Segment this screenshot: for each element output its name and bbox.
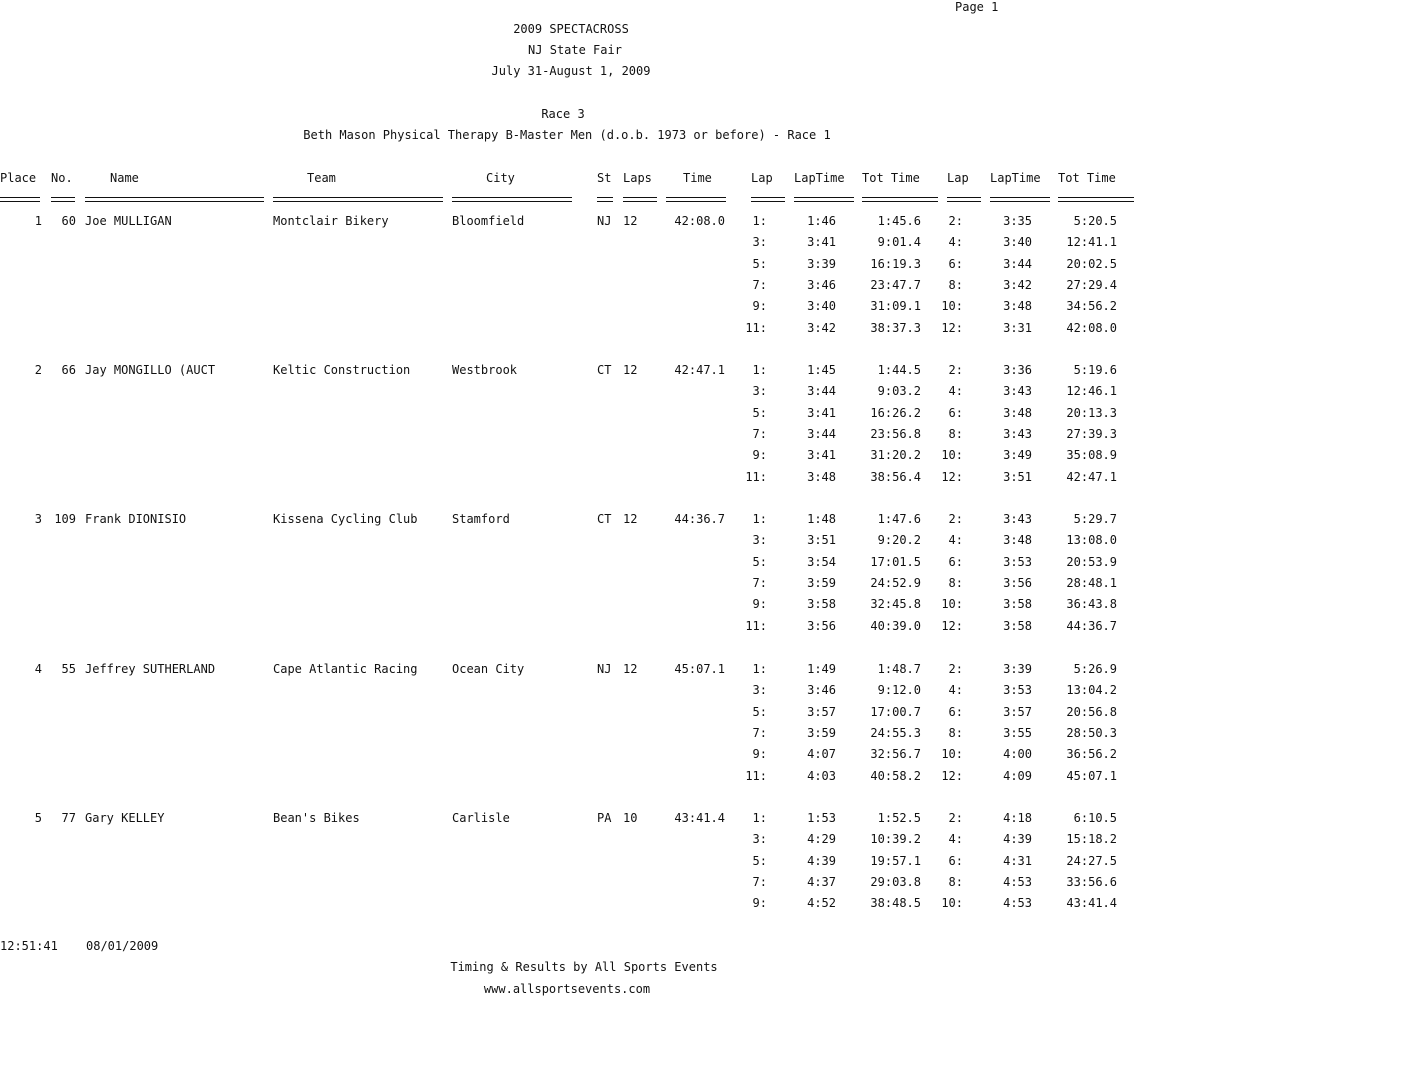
total-time: 1:52.5 [877, 811, 921, 825]
rider-name: Jeffrey SUTHERLAND [85, 662, 216, 676]
lap-time: 3:46 [807, 683, 836, 697]
rule [794, 197, 854, 202]
col-lap-1: Lap [751, 171, 773, 185]
lap-number: 9: [752, 747, 767, 761]
total-time: 15:18.2 [1066, 832, 1117, 846]
lap-number: 1: [752, 662, 767, 676]
lap-number: 2: [948, 811, 963, 825]
total-time: 12:41.1 [1066, 235, 1117, 249]
lap-number: 9: [752, 896, 767, 910]
rider-city: Ocean City [452, 662, 525, 676]
rule [51, 197, 75, 202]
rider-time: 42:47.1 [674, 363, 725, 377]
lap-number: 8: [948, 427, 963, 441]
total-time: 9:03.2 [877, 384, 921, 398]
lap-number: 7: [752, 726, 767, 740]
lap-number: 3: [752, 683, 767, 697]
lap-time: 3:36 [1003, 363, 1032, 377]
rider-state: PA [597, 811, 612, 825]
rule [990, 197, 1050, 202]
lap-time: 3:53 [1003, 555, 1032, 569]
total-time: 13:04.2 [1066, 683, 1117, 697]
lap-time: 3:49 [1003, 448, 1032, 462]
total-time: 38:48.5 [870, 896, 921, 910]
total-time: 19:57.1 [870, 854, 921, 868]
lap-time: 3:40 [1003, 235, 1032, 249]
rider-number: 55 [61, 662, 76, 676]
rule [273, 197, 443, 202]
rider-number: 77 [61, 811, 76, 825]
total-time: 43:41.4 [1066, 896, 1117, 910]
total-time: 32:56.7 [870, 747, 921, 761]
lap-time: 3:48 [1003, 299, 1032, 313]
rule [452, 197, 572, 202]
lap-number: 10: [941, 896, 963, 910]
total-time: 38:56.4 [870, 470, 921, 484]
total-time: 24:52.9 [870, 576, 921, 590]
lap-time: 3:58 [1003, 619, 1032, 633]
lap-time: 3:57 [807, 705, 836, 719]
rule [666, 197, 726, 202]
lap-time: 3:46 [807, 278, 836, 292]
total-time: 9:20.2 [877, 533, 921, 547]
lap-number: 12: [941, 769, 963, 783]
race-category: Beth Mason Physical Therapy B-Master Men (d.o.b. 1973 or before) - Race 1 [303, 128, 831, 142]
rider-number: 60 [61, 214, 76, 228]
lap-number: 1: [752, 214, 767, 228]
lap-time: 3:56 [1003, 576, 1032, 590]
rider-time: 42:08.0 [674, 214, 725, 228]
total-time: 5:29.7 [1073, 512, 1117, 526]
total-time: 31:09.1 [870, 299, 921, 313]
total-time: 6:10.5 [1073, 811, 1117, 825]
lap-time: 4:29 [807, 832, 836, 846]
rider-team: Montclair Bikery [273, 214, 389, 228]
lap-time: 3:39 [1003, 662, 1032, 676]
lap-number: 9: [752, 299, 767, 313]
lap-time: 1:48 [807, 512, 836, 526]
lap-time: 4:07 [807, 747, 836, 761]
lap-time: 3:44 [807, 427, 836, 441]
rider-laps: 12 [623, 214, 638, 228]
race-number: Race 3 [541, 107, 585, 121]
lap-time: 3:53 [1003, 683, 1032, 697]
lap-time: 3:42 [807, 321, 836, 335]
lap-time: 3:44 [807, 384, 836, 398]
total-time: 1:44.5 [877, 363, 921, 377]
rider-number: 66 [61, 363, 76, 377]
total-time: 31:20.2 [870, 448, 921, 462]
total-time: 17:00.7 [870, 705, 921, 719]
lap-number: 6: [948, 555, 963, 569]
rider-state: NJ [597, 662, 612, 676]
total-time: 24:27.5 [1066, 854, 1117, 868]
total-time: 10:39.2 [870, 832, 921, 846]
total-time: 1:48.7 [877, 662, 921, 676]
col-team: Team [307, 171, 336, 185]
rider-place: 3 [34, 512, 42, 526]
lap-number: 2: [948, 214, 963, 228]
total-time: 24:55.3 [870, 726, 921, 740]
event-title: 2009 SPECTACROSS [513, 22, 629, 36]
total-time: 35:08.9 [1066, 448, 1117, 462]
lap-number: 1: [752, 512, 767, 526]
total-time: 45:07.1 [1066, 769, 1117, 783]
col-laptime-2: LapTime [990, 171, 1041, 185]
lap-time: 4:18 [1003, 811, 1032, 825]
rider-city: Carlisle [452, 811, 510, 825]
lap-number: 7: [752, 427, 767, 441]
lap-number: 5: [752, 854, 767, 868]
col-city: City [486, 171, 515, 185]
col-tottime-1: Tot Time [862, 171, 920, 185]
total-time: 5:20.5 [1073, 214, 1117, 228]
lap-time: 3:42 [1003, 278, 1032, 292]
rider-place: 2 [34, 363, 42, 377]
lap-number: 3: [752, 832, 767, 846]
rider-state: CT [597, 363, 612, 377]
lap-time: 3:48 [1003, 406, 1032, 420]
total-time: 28:50.3 [1066, 726, 1117, 740]
total-time: 20:02.5 [1066, 257, 1117, 271]
col-tottime-2: Tot Time [1058, 171, 1116, 185]
rider-laps: 12 [623, 512, 638, 526]
total-time: 40:58.2 [870, 769, 921, 783]
lap-time: 4:31 [1003, 854, 1032, 868]
lap-number: 5: [752, 257, 767, 271]
lap-number: 11: [745, 769, 767, 783]
total-time: 17:01.5 [870, 555, 921, 569]
print-date: 08/01/2009 [86, 939, 159, 953]
lap-time: 4:39 [1003, 832, 1032, 846]
lap-number: 10: [941, 299, 963, 313]
total-time: 36:43.8 [1066, 597, 1117, 611]
lap-time: 3:35 [1003, 214, 1032, 228]
total-time: 16:19.3 [870, 257, 921, 271]
print-time: 12:51:41 [0, 939, 58, 953]
total-time: 20:13.3 [1066, 406, 1117, 420]
lap-number: 11: [745, 619, 767, 633]
rider-name: Joe MULLIGAN [85, 214, 172, 228]
rule [0, 197, 40, 202]
total-time: 33:56.6 [1066, 875, 1117, 889]
lap-number: 5: [752, 705, 767, 719]
lap-number: 4: [948, 683, 963, 697]
lap-time: 4:37 [807, 875, 836, 889]
lap-time: 4:53 [1003, 875, 1032, 889]
lap-time: 4:52 [807, 896, 836, 910]
rider-name: Frank DIONISIO [85, 512, 187, 526]
lap-number: 8: [948, 278, 963, 292]
col-st: St [597, 171, 612, 185]
lap-time: 3:40 [807, 299, 836, 313]
lap-number: 11: [745, 321, 767, 335]
rider-city: Bloomfield [452, 214, 525, 228]
rule [862, 197, 938, 202]
total-time: 34:56.2 [1066, 299, 1117, 313]
lap-number: 4: [948, 235, 963, 249]
lap-number: 3: [752, 384, 767, 398]
total-time: 28:48.1 [1066, 576, 1117, 590]
lap-number: 10: [941, 448, 963, 462]
rule [85, 197, 264, 202]
lap-time: 4:39 [807, 854, 836, 868]
website-link[interactable]: www.allsportsevents.com [483, 982, 651, 996]
total-time: 23:56.8 [870, 427, 921, 441]
lap-number: 9: [752, 448, 767, 462]
rider-laps: 12 [623, 363, 638, 377]
total-time: 32:45.8 [870, 597, 921, 611]
lap-number: 10: [941, 747, 963, 761]
col-place: Place [0, 171, 37, 185]
timing-credit: Timing & Results by All Sports Events [450, 960, 718, 974]
lap-time: 3:31 [1003, 321, 1032, 335]
event-dates: July 31-August 1, 2009 [491, 64, 651, 78]
rider-place: 4 [34, 662, 42, 676]
rider-name: Gary KELLEY [85, 811, 165, 825]
rule [1058, 197, 1134, 202]
rule [751, 197, 785, 202]
col-laps: Laps [623, 171, 652, 185]
total-time: 29:03.8 [870, 875, 921, 889]
total-time: 38:37.3 [870, 321, 921, 335]
lap-number: 12: [941, 321, 963, 335]
total-time: 1:47.6 [877, 512, 921, 526]
page-number: Page 1 [955, 0, 999, 14]
rider-state: CT [597, 512, 612, 526]
total-time: 44:36.7 [1066, 619, 1117, 633]
event-venue: NJ State Fair [528, 43, 622, 57]
lap-time: 4:53 [1003, 896, 1032, 910]
lap-time: 3:56 [807, 619, 836, 633]
lap-time: 3:58 [1003, 597, 1032, 611]
rider-team: Cape Atlantic Racing [273, 662, 418, 676]
lap-time: 3:43 [1003, 512, 1032, 526]
lap-time: 4:09 [1003, 769, 1032, 783]
col-time: Time [683, 171, 712, 185]
lap-number: 3: [752, 533, 767, 547]
rule [947, 197, 981, 202]
lap-number: 5: [752, 555, 767, 569]
lap-number: 7: [752, 875, 767, 889]
rider-place: 1 [34, 214, 42, 228]
total-time: 20:56.8 [1066, 705, 1117, 719]
rider-laps: 12 [623, 662, 638, 676]
total-time: 5:26.9 [1073, 662, 1117, 676]
lap-time: 3:59 [807, 726, 836, 740]
lap-number: 8: [948, 875, 963, 889]
lap-number: 4: [948, 832, 963, 846]
total-time: 12:46.1 [1066, 384, 1117, 398]
lap-time: 3:43 [1003, 427, 1032, 441]
rider-team: Keltic Construction [273, 363, 411, 377]
lap-time: 1:49 [807, 662, 836, 676]
total-time: 20:53.9 [1066, 555, 1117, 569]
col-name: Name [110, 171, 139, 185]
lap-number: 8: [948, 726, 963, 740]
rider-team: Bean's Bikes [273, 811, 360, 825]
lap-time: 3:57 [1003, 705, 1032, 719]
lap-time: 3:58 [807, 597, 836, 611]
total-time: 5:19.6 [1073, 363, 1117, 377]
lap-time: 3:41 [807, 448, 836, 462]
rider-city: Westbrook [452, 363, 518, 377]
rider-place: 5 [34, 811, 42, 825]
lap-number: 10: [941, 597, 963, 611]
lap-number: 1: [752, 363, 767, 377]
lap-time: 3:48 [1003, 533, 1032, 547]
lap-number: 8: [948, 576, 963, 590]
lap-number: 12: [941, 470, 963, 484]
rider-team: Kissena Cycling Club [273, 512, 418, 526]
rider-name: Jay MONGILLO (AUCT [85, 363, 216, 377]
lap-number: 4: [948, 533, 963, 547]
lap-number: 6: [948, 705, 963, 719]
lap-time: 3:51 [1003, 470, 1032, 484]
total-time: 23:47.7 [870, 278, 921, 292]
lap-number: 6: [948, 257, 963, 271]
col-lap-2: Lap [947, 171, 969, 185]
total-time: 36:56.2 [1066, 747, 1117, 761]
lap-number: 9: [752, 597, 767, 611]
rule [623, 197, 657, 202]
lap-number: 7: [752, 576, 767, 590]
lap-number: 6: [948, 406, 963, 420]
total-time: 40:39.0 [870, 619, 921, 633]
rider-number: 109 [54, 512, 76, 526]
lap-number: 2: [948, 363, 963, 377]
lap-time: 3:54 [807, 555, 836, 569]
lap-time: 3:51 [807, 533, 836, 547]
lap-time: 3:39 [807, 257, 836, 271]
lap-time: 3:48 [807, 470, 836, 484]
col-laptime-1: LapTime [794, 171, 845, 185]
lap-time: 3:55 [1003, 726, 1032, 740]
rider-time: 44:36.7 [674, 512, 725, 526]
lap-number: 2: [948, 662, 963, 676]
total-time: 42:47.1 [1066, 470, 1117, 484]
lap-number: 1: [752, 811, 767, 825]
rule [597, 197, 613, 202]
rider-state: NJ [597, 214, 612, 228]
lap-number: 12: [941, 619, 963, 633]
lap-time: 4:03 [807, 769, 836, 783]
lap-time: 4:00 [1003, 747, 1032, 761]
lap-number: 11: [745, 470, 767, 484]
lap-time: 3:44 [1003, 257, 1032, 271]
total-time: 16:26.2 [870, 406, 921, 420]
lap-number: 5: [752, 406, 767, 420]
lap-time: 1:53 [807, 811, 836, 825]
lap-number: 4: [948, 384, 963, 398]
rider-time: 45:07.1 [674, 662, 725, 676]
lap-time: 3:43 [1003, 384, 1032, 398]
lap-time: 1:45 [807, 363, 836, 377]
rider-city: Stamford [452, 512, 510, 526]
total-time: 13:08.0 [1066, 533, 1117, 547]
total-time: 9:12.0 [877, 683, 921, 697]
col-no: No. [51, 171, 73, 185]
lap-time: 3:41 [807, 406, 836, 420]
lap-time: 3:41 [807, 235, 836, 249]
lap-number: 2: [948, 512, 963, 526]
lap-time: 1:46 [807, 214, 836, 228]
rider-time: 43:41.4 [674, 811, 725, 825]
total-time: 27:29.4 [1066, 278, 1117, 292]
lap-number: 6: [948, 854, 963, 868]
lap-number: 7: [752, 278, 767, 292]
rider-laps: 10 [623, 811, 638, 825]
total-time: 42:08.0 [1066, 321, 1117, 335]
lap-time: 3:59 [807, 576, 836, 590]
total-time: 27:39.3 [1066, 427, 1117, 441]
lap-number: 3: [752, 235, 767, 249]
total-time: 9:01.4 [877, 235, 921, 249]
total-time: 1:45.6 [877, 214, 921, 228]
